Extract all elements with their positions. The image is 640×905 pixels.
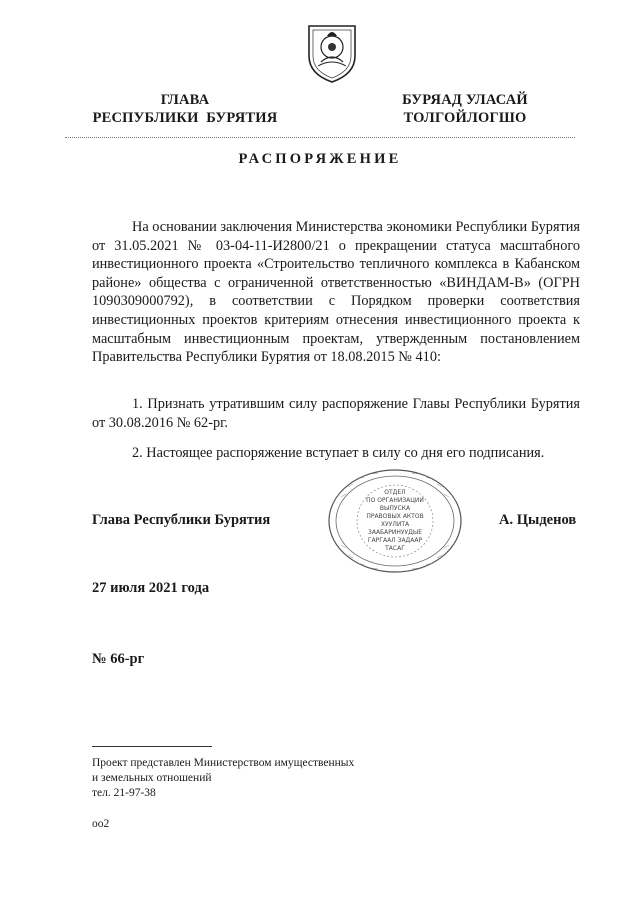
document-number: № 66-рг — [92, 651, 145, 667]
header-left-line2: РЕСПУБЛИКИ БУРЯТИЯ — [92, 110, 278, 126]
document-title: РАСПОРЯЖЕНИЕ — [238, 151, 402, 167]
seal-line8: ТАСАГ — [385, 545, 405, 552]
header-right-line2: ТОЛГОЙЛОГШО — [403, 110, 527, 126]
seal-line7: ГАРГААЛ ЗАДААР — [367, 537, 423, 544]
footnote-divider — [92, 746, 212, 747]
paragraph-basis: На основании заключения Министерства экономики Республики Бурятия от 31.05.2021 № 03-04-11-И2800/21 о прекращении статуса масштабного инвестиционного проекта «Строительство тепличного комплекса в Кабанском районе» общества с ограниченной ответственностью «ВИНДАМ-В» (ОГРН 1090309000792), в соответствии с Порядком проверки соответствия инвестиционных проектов критериям отнесения инвестиционного проекта к масштабным инвестиционным проектам, утвержденным постановлением Правительства Республики Бурятия от 18.08.2015 № 410: — [92, 219, 580, 366]
document-code: оо2 — [92, 818, 110, 830]
header-right — [380, 91, 550, 127]
seal-line1: ОТДЕЛ — [384, 489, 406, 496]
document-date: 27 июля 2021 года — [92, 580, 210, 596]
header-right-line1: БУРЯАД УЛАСАЙ — [402, 92, 528, 108]
signature-name: А. Цыденов — [499, 512, 577, 528]
seal-line5: ХУУЛИТА — [380, 521, 410, 528]
signature-position: Глава Республики Бурятия — [92, 512, 271, 528]
coat-of-arms-emblem — [303, 22, 361, 86]
seal-line6: ЗААБАРИНУУДЫЕ — [368, 529, 422, 536]
footnote-line1: Проект представлен Министерством имущественных — [92, 757, 355, 769]
seal-line2: ПО ОРГАНИЗАЦИИ — [366, 497, 424, 504]
footnote-line2: и земельных отношений — [92, 772, 212, 784]
footnote-line3: тел. 21-97-38 — [92, 787, 156, 799]
header-left — [80, 91, 290, 127]
header-left-line1: ГЛАВА — [160, 92, 210, 108]
official-seal-stamp — [326, 467, 464, 575]
paragraph-item-1: 1. Признать утратившим силу распоряжение Главы Республики Бурятия от 30.08.2016 № 62-рг. — [92, 396, 580, 431]
paragraph-item-2: 2. Настоящее распоряжение вступает в силу со дня его подписания. — [132, 445, 545, 461]
seal-line3: ВЫПУСКА — [379, 505, 411, 512]
header-separator — [65, 137, 575, 138]
seal-line4: ПРАВОВЫХ АКТОВ — [366, 513, 424, 520]
